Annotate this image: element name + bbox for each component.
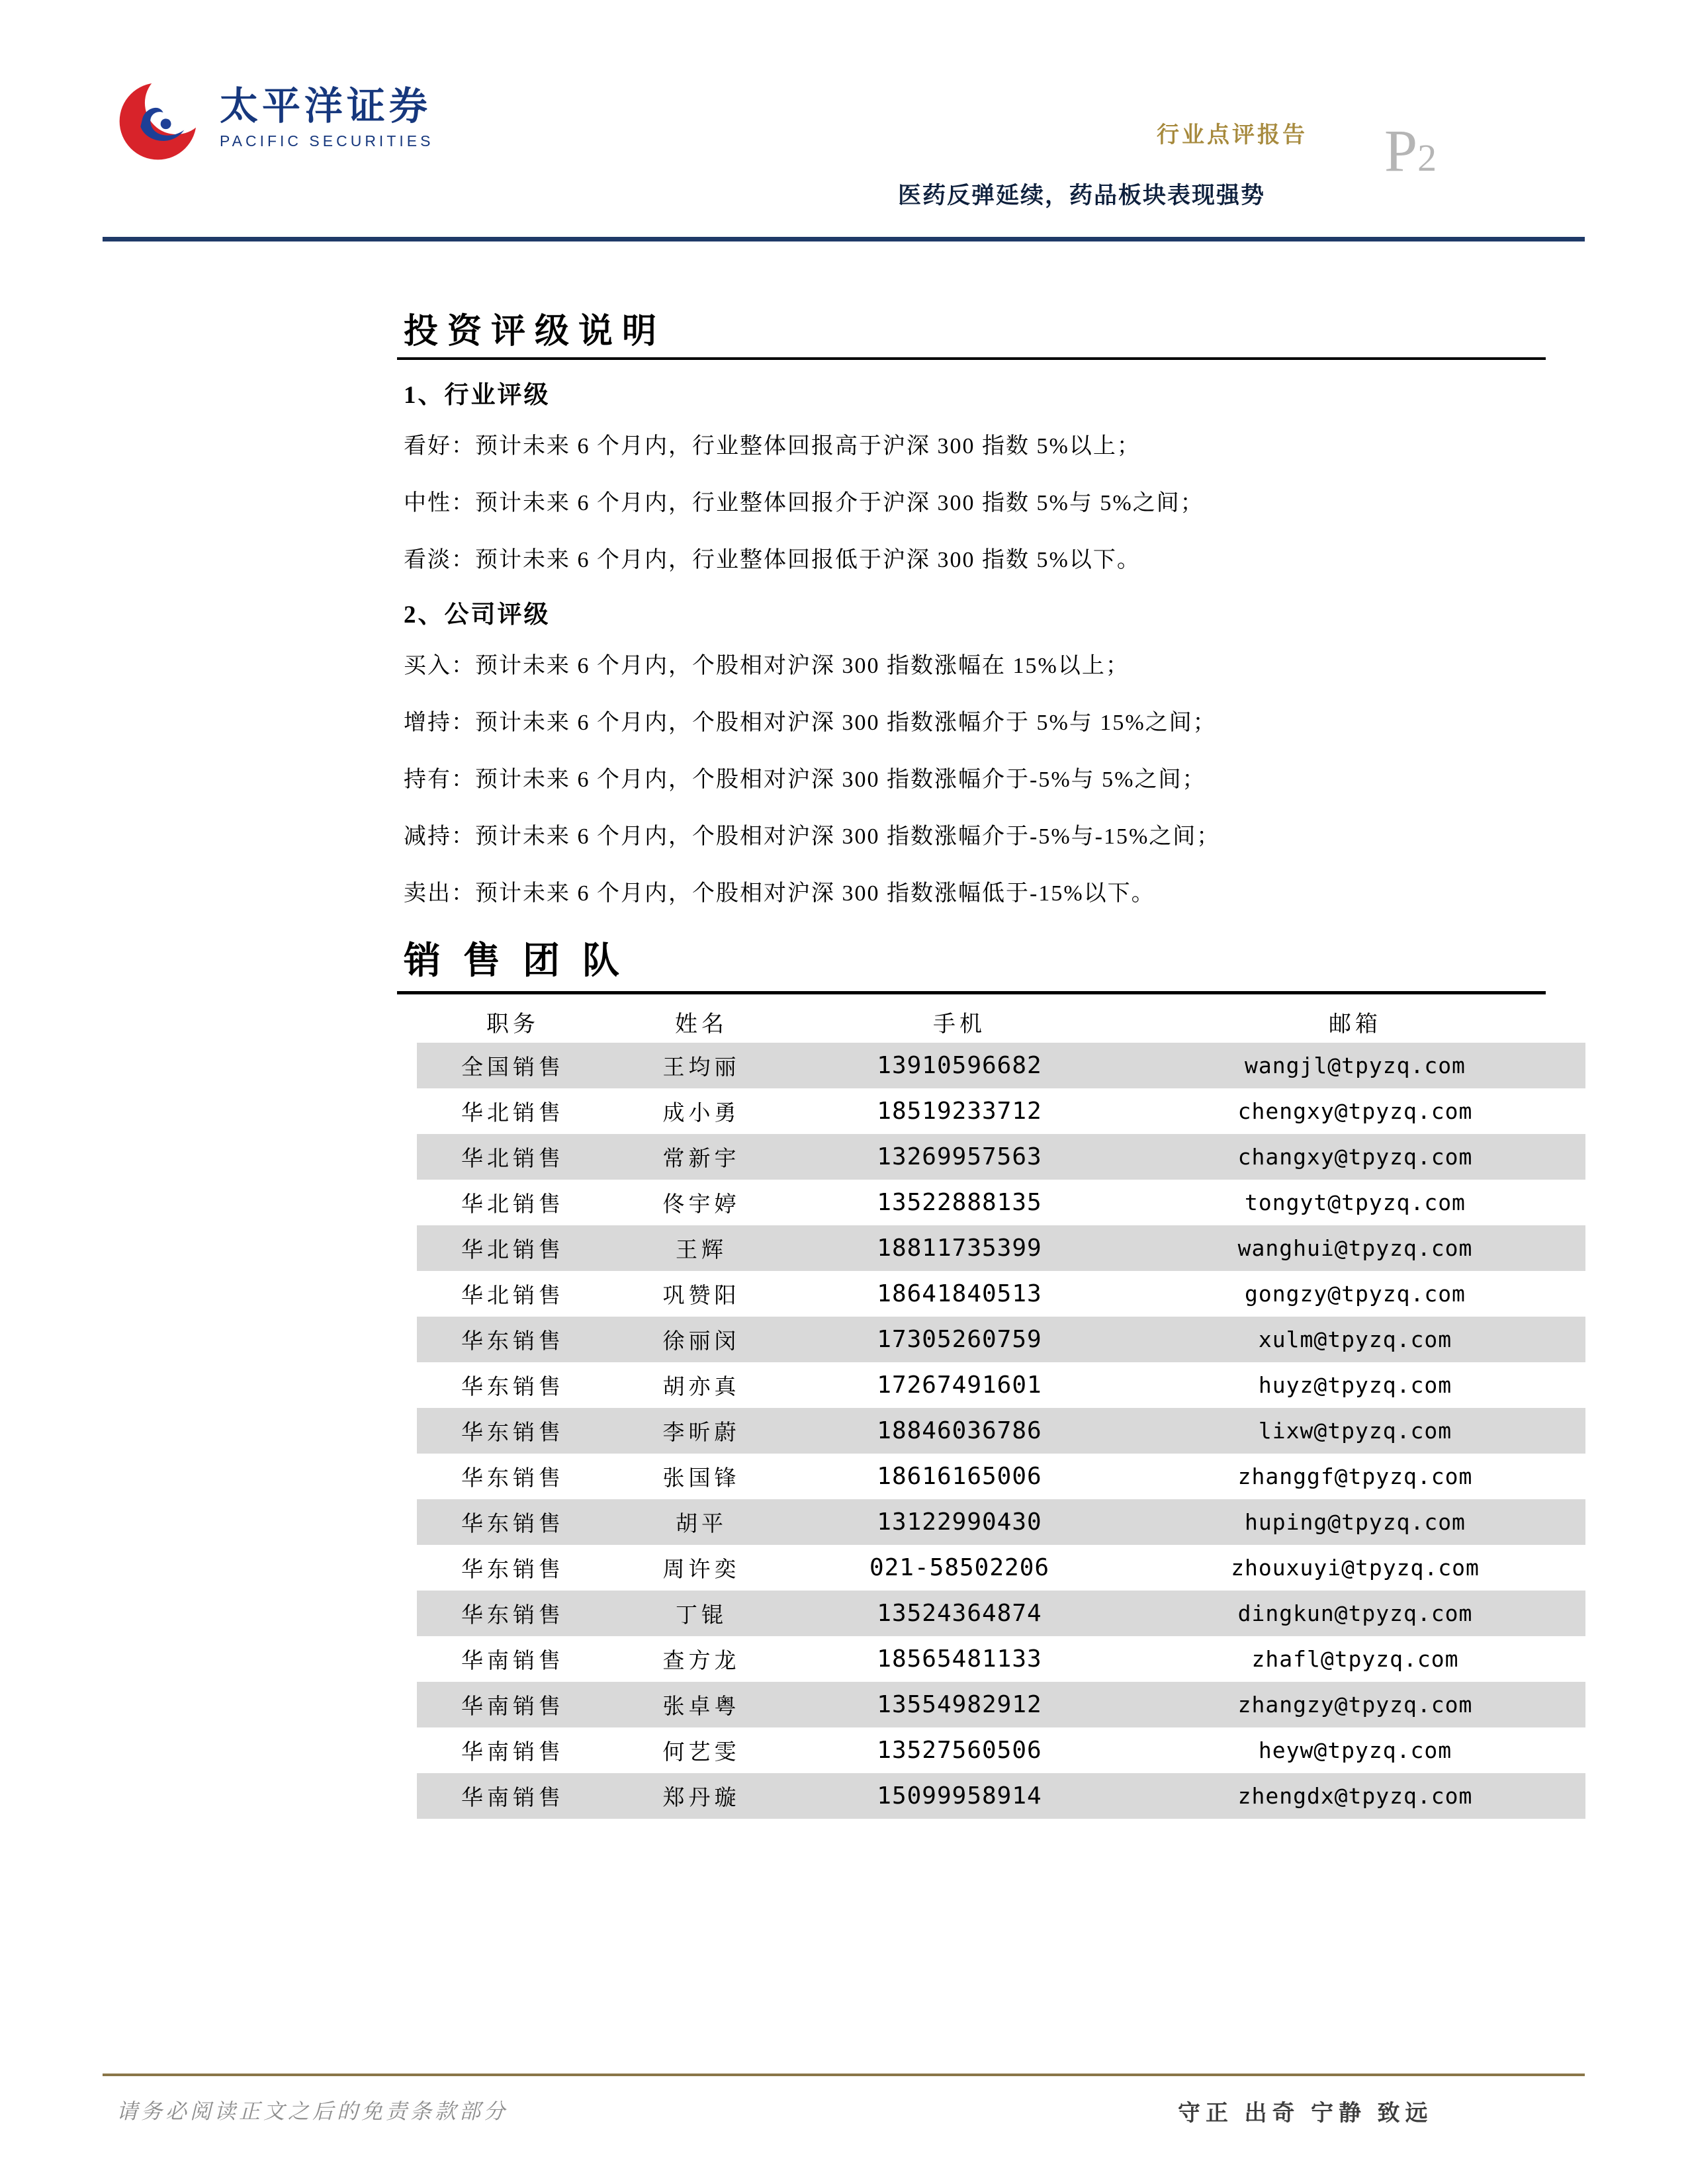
brand-text: [220, 85, 433, 151]
cell-name: 胡平: [676, 1512, 727, 1536]
column-header-email: 邮箱: [1329, 1012, 1382, 1037]
cell-email: zhouxuyi@tpyzq.com: [1231, 1555, 1480, 1581]
cell-phone: 13554982912: [877, 1691, 1042, 1718]
cell-phone: 13910596682: [877, 1052, 1042, 1079]
cell-name: 周许奕: [662, 1558, 740, 1582]
company-rating-lines: [404, 638, 1568, 922]
cell-role: 华北销售: [461, 1284, 564, 1308]
table-row: [417, 1499, 1585, 1545]
sales-team-divider: [397, 991, 1546, 994]
cell-email: xulm@tpyzq.com: [1258, 1327, 1452, 1352]
cell-role: 华东销售: [461, 1330, 564, 1354]
table-row: [417, 1180, 1585, 1225]
rating-line: 卖出：预计未来 6 个月内，个股相对沪深 300 指数涨幅低于-15%以下。: [404, 881, 1155, 906]
cell-email: huyz@tpyzq.com: [1258, 1372, 1452, 1398]
table-row: [417, 1591, 1585, 1636]
table-header-row: [417, 1000, 1585, 1043]
footer-divider: [103, 2074, 1585, 2076]
cell-email: tongyt@tpyzq.com: [1245, 1190, 1466, 1215]
cell-name: 佟宇婷: [662, 1193, 740, 1217]
cell-role: 华北销售: [461, 1193, 564, 1217]
sales-team-table: [417, 1000, 1585, 1819]
table-row: [417, 1225, 1585, 1271]
cell-phone: 13524364874: [877, 1600, 1042, 1627]
table-row: [417, 1134, 1585, 1180]
cell-role: 华东销售: [461, 1376, 564, 1399]
column-header-name: 姓名: [675, 1012, 728, 1037]
table-row: [417, 1317, 1585, 1362]
rating-section-title: 投资评级说明: [404, 313, 666, 351]
cell-role: 华北销售: [461, 1102, 564, 1125]
cell-name: 成小勇: [662, 1102, 740, 1125]
cell-name: 查方龙: [662, 1649, 740, 1673]
industry-rating-heading: 1、行业评级: [404, 382, 551, 409]
cell-phone: 18846036786: [877, 1417, 1042, 1444]
cell-name: 张卓粤: [662, 1695, 740, 1719]
cell-name: 巩赞阳: [662, 1284, 740, 1308]
table-row: [417, 1088, 1585, 1134]
cell-phone: 18565481133: [877, 1645, 1042, 1673]
column-header-phone: 手机: [933, 1012, 986, 1037]
cell-role: 华南销售: [461, 1695, 564, 1719]
cell-role: 全国销售: [461, 1056, 564, 1080]
page-number-letter: P: [1384, 118, 1418, 184]
cell-name: 王辉: [676, 1239, 727, 1262]
cell-role: 华北销售: [461, 1239, 564, 1262]
cell-email: zhengdx@tpyzq.com: [1237, 1783, 1473, 1809]
table-row: [417, 1773, 1585, 1819]
cell-role: 华北销售: [461, 1147, 564, 1171]
cell-email: wangjl@tpyzq.com: [1245, 1053, 1466, 1078]
table-row: [417, 1408, 1585, 1454]
cell-role: 华南销售: [461, 1741, 564, 1765]
cell-email: heyw@tpyzq.com: [1258, 1737, 1452, 1763]
cell-phone: 021-58502206: [869, 1554, 1050, 1581]
cell-name: 郑丹璇: [662, 1786, 740, 1810]
cell-name: 王均丽: [662, 1056, 740, 1080]
cell-phone: 17267491601: [877, 1372, 1042, 1399]
rating-line: 买入：预计未来 6 个月内，个股相对沪深 300 指数涨幅在 15%以上；: [404, 654, 1130, 678]
table-row: [417, 1271, 1585, 1317]
rating-line: 增持：预计未来 6 个月内，个股相对沪深 300 指数涨幅介于 5%与 15%之间；: [404, 711, 1217, 735]
cell-role: 华南销售: [461, 1649, 564, 1673]
rating-line: 看淡：预计未来 6 个月内，行业整体回报低于沪深 300 指数 5%以下。: [404, 548, 1141, 572]
rating-line: 中性：预计未来 6 个月内，行业整体回报介于沪深 300 指数 5%与 5%之间；: [404, 491, 1204, 515]
footer-motto: 守正 出奇 宁静 致远: [1178, 2101, 1433, 2126]
table-row: [417, 1636, 1585, 1682]
page-number: [1384, 118, 1437, 184]
report-type-label: 行业点评报告: [1157, 123, 1308, 148]
cell-name: 徐丽闵: [662, 1330, 740, 1354]
company-rating-heading: 2、公司评级: [404, 601, 551, 629]
cell-role: 华南销售: [461, 1786, 564, 1810]
cell-name: 李昕蔚: [662, 1421, 740, 1445]
rating-line: 持有：预计未来 6 个月内，个股相对沪深 300 指数涨幅介于-5%与 5%之间；: [404, 767, 1206, 792]
cell-role: 华东销售: [461, 1512, 564, 1536]
cell-phone: 18616165006: [877, 1463, 1042, 1490]
cell-phone: 17305260759: [877, 1326, 1042, 1353]
table-row: [417, 1727, 1585, 1773]
footer-disclaimer: 请务必阅读正文之后的免责条款部分: [116, 2099, 509, 2123]
cell-name: 张国锋: [662, 1467, 740, 1491]
cell-email: huping@tpyzq.com: [1245, 1509, 1466, 1535]
cell-email: dingkun@tpyzq.com: [1237, 1600, 1473, 1626]
table-row: [417, 1682, 1585, 1727]
cell-phone: 13522888135: [877, 1189, 1042, 1216]
cell-name: 常新宇: [662, 1147, 740, 1171]
sales-table-body: [417, 1043, 1585, 1819]
rating-line: 减持：预计未来 6 个月内，个股相对沪深 300 指数涨幅介于-5%与-15%之间；: [404, 824, 1221, 849]
cell-phone: 13122990430: [877, 1508, 1042, 1536]
cell-email: chengxy@tpyzq.com: [1237, 1098, 1473, 1124]
cell-role: 华东销售: [461, 1604, 564, 1628]
cell-phone: 18811735399: [877, 1235, 1042, 1262]
cell-email: zhafl@tpyzq.com: [1251, 1646, 1459, 1672]
cell-email: gongzy@tpyzq.com: [1245, 1281, 1466, 1307]
cell-role: 华东销售: [461, 1467, 564, 1491]
column-header-role: 职务: [486, 1012, 539, 1037]
brand-logo: [118, 74, 433, 161]
cell-email: lixw@tpyzq.com: [1258, 1418, 1452, 1444]
cell-email: changxy@tpyzq.com: [1237, 1144, 1473, 1170]
report-title: 医药反弹延续，药品板块表现强势: [898, 183, 1266, 208]
brand-name-en: PACIFIC SECURITIES: [220, 132, 434, 150]
rating-line: 看好：预计未来 6 个月内，行业整体回报高于沪深 300 指数 5%以上；: [404, 434, 1141, 459]
page-number-digit: 2: [1417, 136, 1437, 179]
cell-role: 华东销售: [461, 1421, 564, 1445]
sales-team-title: 销 售 团 队: [404, 941, 626, 982]
table-row: [417, 1545, 1585, 1591]
cell-name: 胡亦真: [662, 1376, 740, 1399]
table-row: [417, 1043, 1585, 1088]
table-row: [417, 1362, 1585, 1408]
cell-email: zhangzy@tpyzq.com: [1237, 1692, 1473, 1718]
header-divider: [103, 237, 1585, 241]
cell-name: 何艺雯: [662, 1741, 740, 1765]
pacific-securities-logo-icon: [118, 74, 205, 161]
cell-phone: 13527560506: [877, 1737, 1042, 1764]
table-row: [417, 1454, 1585, 1499]
cell-email: zhanggf@tpyzq.com: [1237, 1463, 1473, 1489]
cell-role: 华东销售: [461, 1558, 564, 1582]
cell-phone: 18641840513: [877, 1280, 1042, 1307]
cell-email: wanghui@tpyzq.com: [1237, 1235, 1473, 1261]
cell-name: 丁锟: [676, 1604, 727, 1628]
cell-phone: 13269957563: [877, 1143, 1042, 1170]
cell-phone: 15099958914: [877, 1782, 1042, 1810]
industry-rating-lines: [404, 418, 1568, 589]
brand-name-cn: 太平洋证券: [220, 84, 432, 128]
rating-title-divider: [397, 357, 1546, 360]
cell-phone: 18519233712: [877, 1098, 1042, 1125]
